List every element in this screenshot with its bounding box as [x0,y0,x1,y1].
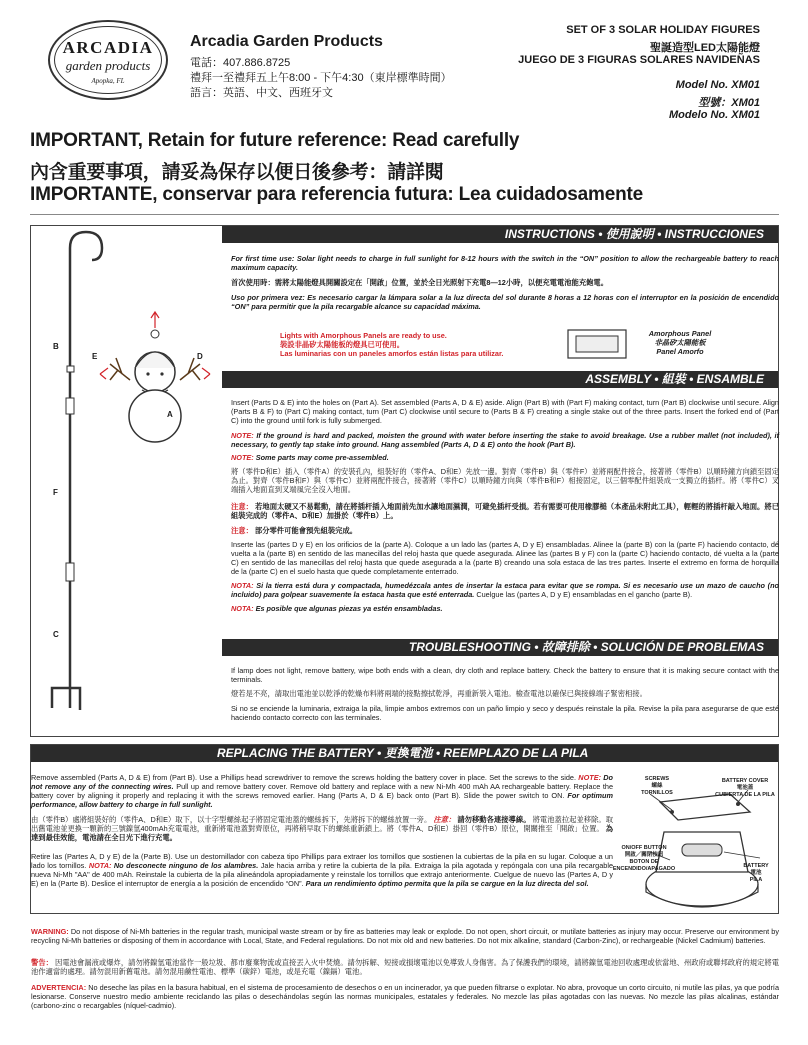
product-title-es: JUEGO DE 3 FIGURAS SOLARES NAVIDEÑAS [518,54,760,66]
battery-en-a: Remove assembled (Parts A, D & E) from (Part B). Use a Phillips head screwdriver to remove the screws holding the battery cover in place. Set the screws to the side. [31,773,577,782]
amorphous-panel-illustration [566,328,630,362]
company-name: Arcadia Garden Products [190,33,383,50]
warning-label-zh: 警告： [31,958,53,967]
note-label-es-1: NOTA: [231,581,254,590]
assembly-note2-zh: 部分零件可能會預先組裝完成。 [254,526,358,535]
troubleshooting-es: Si no se enciende la luminaria, extraiga la pila, limpie ambos extremos con un paño limpio y seco y después reinstale la pila. Revise la pila para asegurarse de que esté haciendo contacto correcto con las terminales. [231,704,779,722]
important-es: IMPORTANTE, conservar para referencia futura: Lea cuidadosamente [30,184,643,205]
panel-note-es: Las luminarias con un paneles amorfos están listas para utilizar. [280,349,504,358]
battery-header: REPLACING THE BATTERY • 更換電池 • REEMPLAZO DE LA PILA [31,745,778,762]
logo-name: ARCADIA [62,38,154,57]
instructions-es: Uso por primera vez: Es necesario cargar la lámpara solar a la luz directa del sol durante 8 horas a 12 horas con el interruptor en la posición de encendido “ON” para permitir que la pila recargable alcance su capacidad máxima. [231,293,779,311]
product-title-zh: 聖誕造型LED太陽能燈 [650,42,760,54]
battery-en-b: Pull up and remove battery cover. Remove old battery and replace with a new Ni-Mh 400 mAh AA rechargeable battery. Replace the battery cover by aligning it properly and replacing it with the screws removed earlier. Hang (Parts A, D & E) back onto (Part B). Slide the power switch to ON. [31,782,614,800]
contact-languages: 語言：英語、中文、西班牙文 [190,87,333,99]
panel-label-zh: 非晶矽太陽能板 [654,338,706,347]
panel-note-zh: 裝設非晶矽太陽能板的燈具已可使用。 [280,340,405,349]
note-label-2: NOTE: [231,453,254,462]
panel-label-en: Amorphous Panel [648,329,712,338]
panel-note-en: Lights with Amorphous Panels are ready to use. [280,331,447,340]
battery-note-es: No desconecte ninguno de los alambres. [113,861,259,870]
assembly-zh: 將（零件D和E）插入（零件A）的安裝孔內，組裝好的（零件A、D和E）先放一邊。對齊（零件B）與（零件F）並將兩配件接合，接著將（零件B）以順時鐘方向鎖至固定為止。對齊（零件B和F）與（零件C）並將兩配件接合，接著將（零件C）以順時鐘方向與（零件B和F）相接固定，以三個零配件組裝成一支獨立的插杆。將（零件C）叉端插入地面直到叉端風完全沒入地面。 [231,467,779,494]
assembly-header: ASSEMBLY • 組裝 • ENSAMBLE [222,371,778,388]
panel-label-es: Panel Amorfo [656,347,704,356]
cap-cover-en: BATTERY COVER [721,778,769,784]
battery-es-b: Jale hacia arriba y retire la cubierta de la pila. Extraiga la pila agotada y repóngala con una pila recargable nueva Ni-Mh "AA" de 400 mAh. Reinstale la cubierta de la pila alineándola apropiadamente y reinstale los tornillos que extrajo anteriormente. Cuelgue de nuevo las (Partes A, D y E) en la (Parte B). Deslice el interruptor de energía a la posición de encendido “ON”. [31,861,613,888]
note-label-zh-1: 注意： [231,502,253,511]
assembly-es: Inserte las (partes D y E) en los orificios de la (parte A). Coloque a un lado las (partes A, D y E) ensambladas. Alinee la (parte B) con la (parte F) haciendo contacto, dé vuelta a la (parte B) en sentido de las manecillas del reloj hasta que quede asegurada. Alinee las (partes B y F) con la (parte C) haciendo contacto, dé vuelta a la (parte C) en sentido de las manecillas del reloj hasta que quede asegurada a la (parte B) creando una sola estaca de las tres partes. Inserte el extremo en forma de horquilla de la (parte C) en el suelo hasta que quede completamente enterrado. [231,540,779,576]
cap-switch-zh: 開啟／關閉按鈕 [624,852,664,858]
warning-es: No deseche las pilas en la basura habitual, en el sistema de procesamiento de desechos o en un incinerador, ya que pueden filtrarse o explotar. No abra, provoque un corto circuito, ni mutile las pilas, ya que podría lesionarse. Conserve nuestro medio ambiente reciclando las pilas o desechándolas según las normas municipales, estatales y federales. No mezcle las pilas agotadas con las nuevas. No mezcle las pilas alcalinas, estándar (carbono-zinc o recargables (níquel-cadmio). [31,983,779,1010]
battery-note-label-es: NOTA: [88,861,112,870]
assembly-note-zh: 若地面太硬又不易鬆動，請在將插杆插入地面前先加水讓地面濕潤，可避免插杆受損。若有需要可使用橡膠槌（本產品未附此工具），輕輕的將插杆敲入地面。將已組裝完成的（零件A、D和E）加掛於（零件B）上。 [231,502,779,520]
model-zh: 型號：XM01 [698,97,760,109]
assembly-note2-es: Es posible que algunas piezas ya estén ensambladas. [255,604,443,613]
battery-zh-b: 將電池蓋拉起並移除。取出舊電池並更換一顆新的三號鎳氫400mAh充電電池，重新將電池蓋對齊原位，再將稍早取下的螺絲重新鎖上。將（零件A、D和E）掛回（零件B）原位，開關推至「開啟」位置。 [31,815,614,833]
important-en: IMPORTANT, Retain for future reference: Read carefully [30,130,520,151]
battery-note-label-en: NOTE: [578,773,601,782]
troubleshooting-zh: 燈若是不亮，請取出電池並以乾淨的乾燥布料將兩端的接點擦拭乾淨，再重新裝入電池。檢查電池以確保已與接線端子緊密相接。 [231,689,647,698]
cap-switch-es2: ENCENDIDO/APAGADO [612,866,676,872]
product-title-en: SET OF 3 SOLAR HOLIDAY FIGURES [566,24,760,36]
model-es: Modelo No. XM01 [668,109,760,121]
warning-zh: 因電池會漏液或爆炸，請勿將鎳氫電池當作一般垃圾、都市廢棄物流或直接丟入火中焚燒。請勿拆解、短接或損壞電池以免導致人身傷害。為了保護我們的環境，請將鎳氫電池回收處理或依當地、州政府或聯邦政府的規定將電池作適當的處理。請勿混用新舊電池。請勿混用鹼性電池、標準（碳鋅）電池，或是充電（鎳鎘）電池。 [31,958,780,976]
assembly-note-es-tail: Cuelgue las (partes A, D y E) ensambladas en el gancho (parte B). [476,590,693,599]
assembly-note2-en: Some parts may come pre-assembled. [255,453,389,462]
battery-es-a: Retire las (Partes A, D y E) de la (Parte B). Use un destornillador con cabeza tipo Phillips para extraer los tornillos que sostienen la cubiertas de la pila en su lugar. Coloque a un lado los tornillos. [31,852,613,870]
note-label-es-2: NOTA: [231,604,254,613]
troubleshooting-en: If lamp does not light, remove battery, wipe both ends with a clean, dry cloth and replace battery. Check the battery to ensure that it is making secure contact with the terminals. [231,666,779,684]
cap-cover-es: CUBIERTA DE LA PILA [715,792,775,798]
note-label-zh-2: 注意： [231,526,253,535]
warning-label-en: WARNING: [31,927,69,936]
battery-cell [682,844,722,856]
cap-cover-zh: 電池蓋 [736,785,754,791]
note-label-1: NOTE: [231,431,254,440]
cap-switch-en: ON/OFF BUTTON [621,845,667,851]
cap-switch-es1: BOTON DE [629,859,659,865]
cap-battery-en: BATTERY [743,863,769,869]
battery-zh-a: 由（零件B）處將組裝好的（零件A、D和E）取下，以十字型螺絲起子將固定電池蓋的螺絲拆下，先將拆下的螺絲放置一旁。 [31,815,432,824]
label-c: C [53,630,59,639]
label-b: B [53,342,59,351]
model-en: Model No. XM01 [675,79,760,91]
cap-screws-es: TORNILLOS [641,790,673,796]
label-f: F [53,488,58,497]
cap-screws-zh: 螺絲 [651,783,663,789]
instructions-header: INSTRUCTIONS • 使用說明 • INSTRUCCIONES [222,226,778,243]
contact-hours: 禮拜一至禮拜五上午8:00 - 下午4:30（東岸標準時間） [190,72,452,84]
label-a: A [167,410,173,419]
cap-battery-es: PILA [749,877,763,883]
logo-location: Apopka, FL [91,77,125,85]
cap-battery-zh: 電池 [750,870,762,876]
assembly-note-es: Si la tierra está dura y compactada, humedézcala antes de insertar la estaca para evitar que se rompa. Si es necesario use un mazo de caucho (no incluido) para golpear suavemente la estaca hasta que esté enterrada. [231,581,779,599]
battery-note-zh: 請勿移動各連接導線。 [457,815,531,824]
battery-note-label-zh: 注意： [433,815,456,824]
cap-screws-en: SCREWS [644,776,670,782]
warning-en: Do not dispose of Ni-Mh batteries in the regular trash, municipal waste stream or by fire as batteries may leak or explode. Do not open, short circuit, or mutilate batteries as injury may occur. Preserve our environment by recycling Ni-Mh batteries or disposing of them in accordance with Local, State, and Federal regulations. Do not mix old and new batteries. Do not mix alkaline, standard (Carbon-Zinc), or rechargeable (Nickel Cadmium) batteries. [31,927,780,945]
battery-note-en: Do not remove any of the connecting wires. [31,773,614,791]
battery-zh-c: 為達到最佳效能，電池請在全日光下進行充電。 [31,824,613,842]
logo-sub: garden products [65,58,151,73]
contact-phone: 電話：407.886.8725 [190,57,291,69]
divider [30,214,779,215]
instructions-zh: 首次使用時：需將太陽能燈具開關設定在「開啟」位置，並於全日光照射下充電8—12小時，以便充電電池能充飽電。 [231,278,609,287]
label-d: D [197,352,203,361]
assembly-note-en: If the ground is hard and packed, moisten the ground with water before inserting the stake to avoid breakage. Use a rubber mallet (not included), if necessary, to gently tap stake into ground. Hang assembled (Parts A, D & E) onto the hook (Part B). [231,431,780,449]
battery-en-c: For optimum performance, allow battery to charge in full sunlight. [31,791,613,809]
warning-label-es: ADVERTENCIA: [31,983,87,992]
label-e: E [92,352,98,361]
important-zh: 內含重要事項，請妥為保存以便日後參考：請詳閱 [30,162,444,183]
instructions-en: For first time use: Solar light needs to charge in full sunlight for 8-12 hours with the switch in the “ON” position to allow the rechargeable battery to reach maximum capacity. [231,254,779,272]
battery-es-c: Para un rendimiento óptimo permita que la pila se cargue en la luz directa del sol. [305,879,589,888]
troubleshooting-header: TROUBLESHOOTING • 故障排除 • SOLUCIÓN DE PROBLEMAS [222,639,778,656]
assembly-en: Insert (Parts D & E) into the holes on (Part A). Set assembled (Parts A, D & E) aside. Align (Part B) with (Part F) making contact, turn (Part B) clockwise until secure. Align (Parts B & F) to (Part C) making contact, turn (Part C) clockwise until secure to (Parts B & F) creating a single stake out of the three parts. Insert the forked end of (Part C) into the ground until fork is fully submerged. [231,398,779,425]
